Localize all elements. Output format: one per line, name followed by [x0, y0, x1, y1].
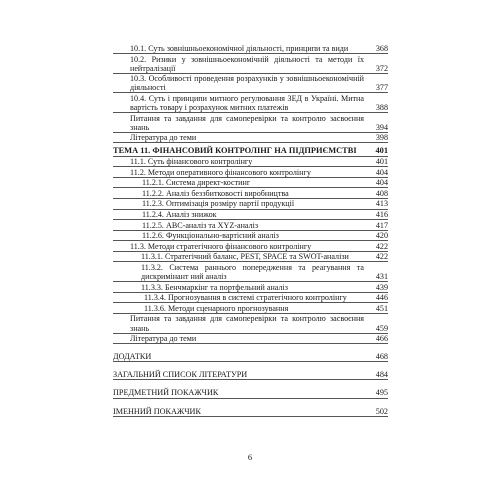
toc-entry-page: 484 — [375, 370, 388, 380]
toc-entry — [113, 74, 388, 93]
toc-entry-title: Питання та завдання для самоперевірки та контролю засвоєння знань — [130, 113, 364, 132]
toc-entry-title: 11.3.2. Система раннього попередження та реагування та дискримінант ний аналіз — [141, 262, 364, 282]
toc-entry-page: 468 — [375, 352, 388, 362]
toc-entry-title: 11.3.6. Методи сценарного прогнозування — [144, 303, 289, 313]
toc-entry-title: ПРЕДМЕТНИЙ ПОКАЖЧИК — [113, 388, 219, 398]
toc-section-heading — [113, 370, 388, 380]
toc-entry-page: 401 — [375, 146, 388, 156]
toc-entry-page: 401 — [375, 157, 388, 167]
toc-entry — [113, 44, 388, 54]
toc-entry-title: ІМЕННИЙ ПОКАЖЧИК — [113, 406, 201, 416]
toc-entry-page: 416 — [375, 210, 388, 219]
toc-entry-page: 422 — [375, 252, 388, 262]
toc-entry-title: 11.1. Суть фінансового контролінгу — [130, 157, 253, 167]
toc-entry — [113, 252, 388, 262]
toc-entry-title: 10.1. Суть зовнішньоекономічної діяльності, принципи та види — [130, 44, 349, 53]
toc-entry-page: 420 — [375, 231, 388, 241]
toc-entry — [113, 199, 388, 209]
toc-entry — [113, 55, 388, 74]
toc-entry-page: 502 — [375, 406, 388, 416]
page-number: 6 — [247, 452, 253, 462]
toc-entry — [113, 168, 388, 178]
toc-entry-page: 404 — [375, 167, 388, 177]
toc-entry — [113, 133, 388, 143]
toc-entry-title: 11.2.3. Оптимізація розміру партії продукції — [142, 199, 295, 209]
toc-entry — [113, 189, 388, 199]
toc-entry-page: 459 — [375, 323, 388, 333]
toc-section-heading — [113, 352, 388, 362]
toc-entry-title: 11.2.1. Система директ-костинг — [142, 178, 251, 188]
toc-entry-title: 11.2.5. АВС-аналіз та XYZ-аналіз — [142, 220, 259, 230]
toc-entry — [113, 157, 388, 167]
toc-entry — [113, 210, 388, 220]
toc-entry-page: 417 — [375, 220, 388, 230]
toc-entry-page: 404 — [375, 178, 388, 188]
toc-entry-page: 466 — [375, 334, 388, 344]
toc-entry-title: 10.2. Ризики у зовнішньоекономічній діяльності та методи їх нейтралізації — [130, 54, 364, 73]
toc-entry-title: ЗАГАЛЬНИЙ СПИСОК ЛІТЕРАТУРИ — [113, 370, 248, 380]
toc-entry-page: 422 — [375, 241, 388, 251]
toc-entry — [113, 334, 388, 344]
toc-entry — [113, 114, 388, 133]
toc-entry — [113, 283, 388, 293]
table-of-contents — [113, 44, 388, 417]
toc-entry-title: 11.3. Методи стратегічного фінансового контролінгу — [130, 241, 312, 251]
toc-entry-title: Література до теми — [130, 133, 197, 143]
toc-chapter-heading — [113, 146, 388, 156]
toc-entry-page: 439 — [375, 282, 388, 292]
toc-section-heading — [113, 407, 388, 417]
toc-entry-title: 11.2.4. Аналіз знижок — [142, 210, 217, 219]
toc-entry-title: 11.3.1. Стратегічний баланс, PEST, SPACE та SWOT-аналізи — [141, 252, 349, 262]
toc-entry-title: 10.4. Суть і принципи митного регулювання ЗЕД в Україні. Митна вартість товару і розрахунок митних платежів — [130, 93, 364, 113]
toc-entry-page: 431 — [375, 272, 388, 282]
toc-entry-page: 372 — [375, 63, 388, 73]
toc-entry-title: Питання та завдання для самоперевірки та контролю засвоєння знань — [130, 314, 364, 333]
toc-entry-title: 11.2.6. Функціонально-вартісний аналіз — [142, 231, 279, 241]
toc-entry — [113, 242, 388, 252]
toc-entry-page: 408 — [375, 188, 388, 198]
toc-entry — [113, 304, 388, 314]
toc-entry — [113, 314, 388, 333]
toc-entry-title: 11.2. Методи оперативного фінансового контролінгу — [130, 167, 311, 177]
toc-entry — [113, 221, 388, 231]
toc-entry-title: 11.3.4. Прогнозування в системі стратегічного контролінгу — [144, 293, 347, 303]
toc-entry-page: 398 — [375, 133, 388, 143]
toc-entry — [113, 293, 388, 303]
toc-entry-page: 394 — [375, 122, 388, 132]
toc-entry-title: Література до теми — [130, 334, 197, 344]
toc-entry-page: 451 — [375, 303, 388, 313]
toc-entry-title: ТЕМА 11. ФІНАНСОВИЙ КОНТРОЛІНГ НА ПІДПРИЄМСТВІ — [113, 146, 357, 156]
toc-entry-title: 11.3.3. Бенчмаркінг та портфельний аналіз — [141, 282, 288, 292]
toc-entry — [113, 94, 388, 113]
toc-entry-page: 368 — [375, 44, 388, 53]
toc-entry-page: 495 — [375, 388, 388, 398]
toc-entry-page: 446 — [375, 293, 388, 303]
toc-entry-page: 377 — [375, 83, 388, 93]
toc-entry — [113, 178, 388, 188]
toc-entry-page: 388 — [375, 103, 388, 113]
toc-section-heading — [113, 388, 388, 398]
toc-entry-title: ДОДАТКИ — [113, 352, 152, 362]
toc-entry-title: 10.3. Особливості проведення розрахунків у зовнішньоекономічній діяльності — [130, 74, 364, 93]
toc-entry — [113, 263, 388, 282]
toc-entry — [113, 231, 388, 241]
toc-entry-title: 11.2.2. Аналіз беззбитковості виробництва — [142, 188, 289, 198]
toc-entry-page: 413 — [375, 199, 388, 209]
